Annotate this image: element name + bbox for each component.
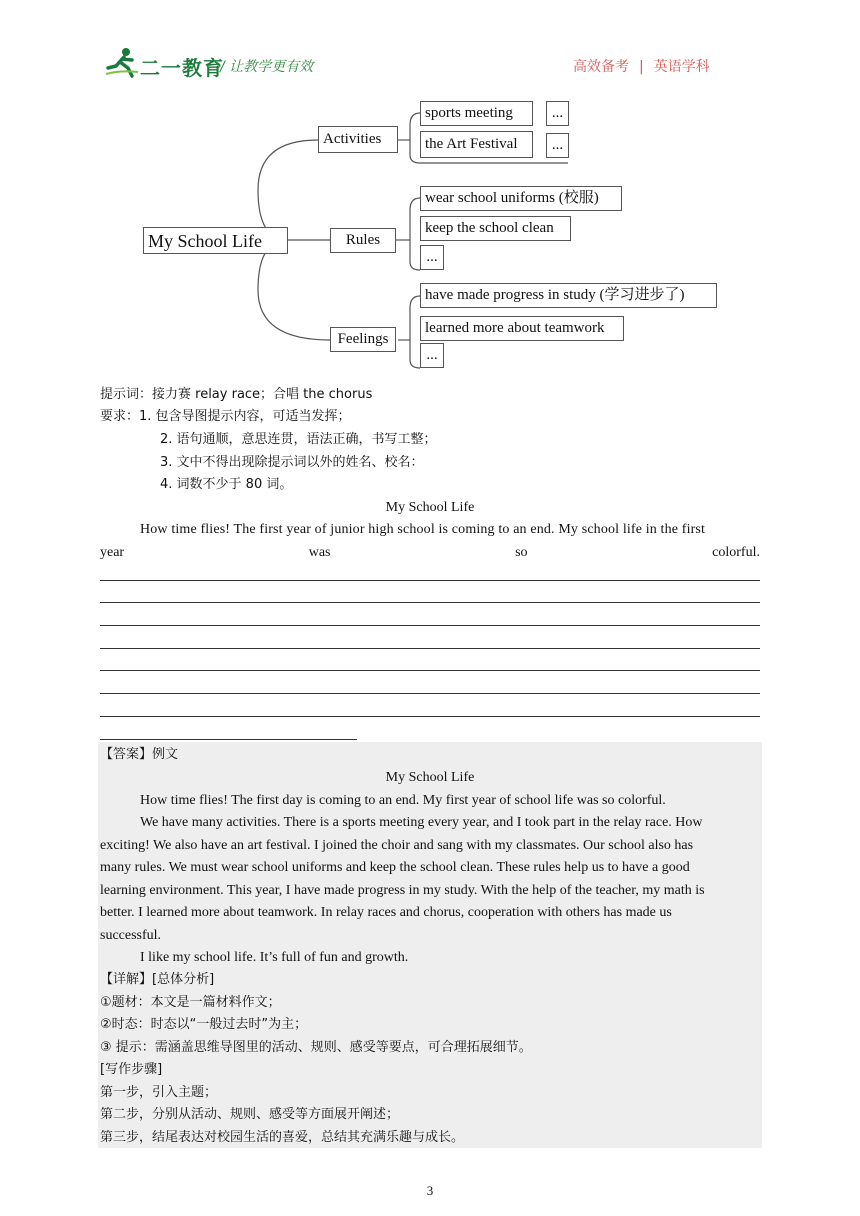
answer-label: 【答案】例文 (100, 747, 179, 762)
answer-line: We have many activities. There is a sports meeting every year, and I took part in the relay race. How (140, 815, 703, 830)
essay-title: My School Life (385, 500, 475, 515)
mindmap-center-node: My School Life (143, 227, 288, 254)
mindmap-item-art-festival: the Art Festival (420, 131, 533, 158)
mindmap-item-uniforms: wear school uniforms (校服) (420, 186, 622, 211)
mindmap-branch-rules: Rules (330, 228, 396, 253)
answer-title: My School Life (385, 770, 475, 785)
step-item: 第一步，引入主题； (100, 1085, 218, 1100)
step-item: 第二步，分别从活动、规则、感受等方面展开阐述； (100, 1107, 400, 1122)
header-tag-prep: 高效备考 (573, 59, 629, 75)
hint-words: 提示词：接力赛 relay race；合唱 the chorus (100, 387, 373, 402)
writing-line (100, 602, 760, 603)
mindmap-item-teamwork: learned more about teamwork (420, 316, 624, 341)
writing-line (100, 739, 357, 740)
answer-line: learning environment. This year, I have made progress in my study. With the help of the teacher, my math is (100, 883, 705, 898)
brand-slogan: / 让教学更有效 (220, 59, 314, 75)
opening-word: year (100, 545, 125, 560)
opening-word: so (515, 545, 528, 560)
header-separator: | (639, 59, 644, 75)
mindmap-branch-feelings: Feelings (330, 327, 396, 352)
requirement-1: 要求：1. 包含导图提示内容，可适当发挥； (100, 409, 351, 424)
requirement-3: 3. 文中不得出现除提示词以外的姓名、校名： (160, 455, 424, 470)
mindmap-branch-activities: Activities (318, 126, 398, 153)
analysis-item: ③ 提示：需涵盖思维导图里的活动、规则、感受等要点，可合理拓展细节。 (100, 1040, 532, 1055)
opening-word: colorful. (712, 545, 760, 560)
writing-line (100, 625, 760, 626)
mindmap-item-progress: have made progress in study (学习进步了) (420, 283, 717, 308)
analysis-label: 【详解】[总体分析] (100, 972, 215, 987)
analysis-item: ②时态：时态以“一般过去时”为主； (100, 1017, 308, 1032)
mindmap-item-clean: keep the school clean (420, 216, 571, 241)
analysis-item: ①题材：本文是一篇材料作文； (100, 995, 281, 1010)
mindmap-item-sports-meeting: sports meeting (420, 101, 533, 126)
step-item: 第三步，结尾表达对校园生活的喜爱，总结其充满乐趣与成长。 (100, 1130, 465, 1145)
page-number: 3 (426, 1183, 434, 1198)
answer-line: exciting! We also have an art festival. I joined the choir and sang with my classmates. Our school also has (100, 838, 694, 853)
answer-line: many rules. We must wear school uniforms and keep the school clean. These rules help us to have a good (100, 860, 690, 875)
mindmap-item-more: ... (546, 101, 569, 126)
answer-line: I like my school life. It’s full of fun and growth. (140, 950, 409, 965)
writing-line (100, 716, 760, 717)
writing-line (100, 670, 760, 671)
brand-logo-text: 二一教育 (140, 56, 224, 80)
writing-line (100, 648, 760, 649)
answer-line: successful. (100, 928, 162, 943)
mindmap-item-more: ... (546, 133, 569, 158)
steps-label: [写作步骤] (100, 1062, 163, 1077)
writing-line (100, 580, 760, 581)
mindmap-item-more: ... (420, 343, 444, 368)
mindmap-item-more: ... (420, 245, 444, 270)
answer-line: How time flies! The first day is coming to an end. My first year of school life was so colorful. (140, 793, 666, 808)
essay-opening-line-1: How time flies! The first year of junior high school is coming to an end. My school life in the first (140, 522, 706, 537)
writing-line (100, 693, 760, 694)
header-tag-subject: 英语学科 (653, 59, 710, 75)
opening-word: was (308, 545, 331, 560)
answer-line: better. I learned more about teamwork. In relay races and chorus, cooperation with others has made us (100, 905, 672, 920)
requirement-2: 2. 语句通顺，意思连贯，语法正确，书写工整； (160, 432, 437, 447)
requirement-4: 4. 词数不少于 80 词。 (160, 477, 293, 492)
essay-opening-line-2 (100, 546, 760, 560)
